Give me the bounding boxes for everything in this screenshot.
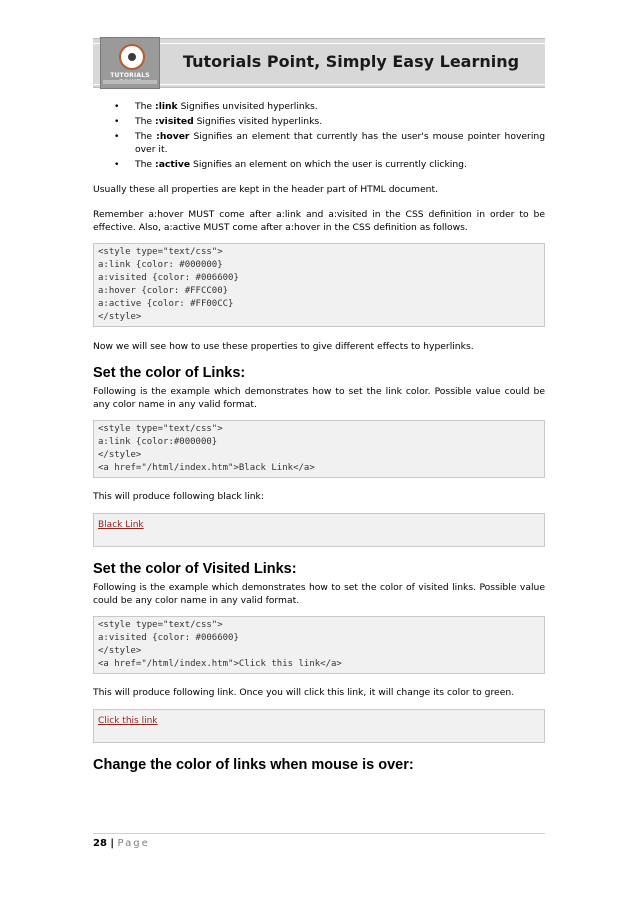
tutorials-point-logo [100,37,160,89]
bullet-icon: • [114,116,120,127]
code-line: </style> [98,450,142,460]
header-title: Tutorials Point, Simply Easy Learning [182,52,520,71]
code-line: <style type="text/css"> [98,424,223,434]
list-item: • The :active Signifies an element on which the user is currently clicking. [114,159,467,170]
page-footer: 28 | Page [93,838,150,849]
list-item: • The :visited Signifies visited hyperlinks. [114,116,323,127]
example-output [93,513,545,547]
section-heading: Set the color of Visited Links: [93,561,297,577]
paragraph: This will produce following link. Once you will click this link, it will change its color to green. [93,687,515,698]
paragraph: Usually these all properties are kept in the header part of HTML document. [93,184,438,195]
visited-link[interactable]: Click this link [98,716,158,726]
code-line: </style> [98,312,142,322]
code-line: </style> [98,646,142,656]
logo-subtext-bar [103,80,157,84]
code-block [93,420,545,478]
black-link[interactable]: Black Link [98,520,144,530]
bullet-icon: • [114,101,120,112]
code-line: <style type="text/css"> [98,620,223,630]
list-item: • The :link Signifies unvisited hyperlinks. [114,101,318,112]
logo-emblem-icon [119,44,145,70]
code-block [93,243,545,327]
paragraph: Following is the example which demonstrates how to set the link color. Possible value could be any color name in any valid format. [93,386,545,410]
code-line: a:visited {color: #006600} [98,633,239,643]
code-block [93,616,545,674]
code-line: a:link {color:#000000} [98,437,218,447]
term: :visited [155,116,194,127]
term: :link [155,101,178,112]
bullet-icon: • [114,159,120,170]
code-line: a:visited {color: #006600} [98,273,239,283]
code-line: <a href="/html/index.htm">Black Link</a> [98,463,315,473]
page-header [93,38,545,88]
code-line: a:link {color: #000000} [98,260,223,270]
example-output [93,709,545,743]
paragraph: Remember a:hover MUST come after a:link and a:visited in the CSS definition in order to be effective. Also, a:active MUST come after a:hover in the CSS definition as follows. [93,209,545,233]
paragraph: Following is the example which demonstrates how to set the color of visited links. Possible value could be any color name in any valid format. [93,582,545,606]
term: :active [155,159,191,170]
section-heading: Set the color of Links: [93,365,246,381]
bullet-icon: • [114,131,120,142]
code-line: a:hover {color: #FFCC00} [98,286,229,296]
pseudo-class-list [93,100,545,171]
section-heading: Change the color of links when mouse is over: [93,757,414,773]
code-line: <a href="/html/index.htm">Click this link</a> [98,659,342,669]
footer-divider [93,833,545,834]
paragraph: Now we will see how to use these properties to give different effects to hyperlinks. [93,341,474,352]
logo-text: TUTORIALS [110,72,150,79]
list-item: • The :hover Signifies an element that currently has the user's mouse pointer hovering over it. [114,131,546,155]
term: :hover [156,131,190,142]
page-label: Page [117,838,150,849]
paragraph: This will produce following black link: [93,491,264,502]
code-line: a:active {color: #FF00CC} [98,299,234,309]
code-line: <style type="text/css"> [98,247,223,257]
page-content [93,100,545,772]
page-number: 28 [93,838,107,849]
